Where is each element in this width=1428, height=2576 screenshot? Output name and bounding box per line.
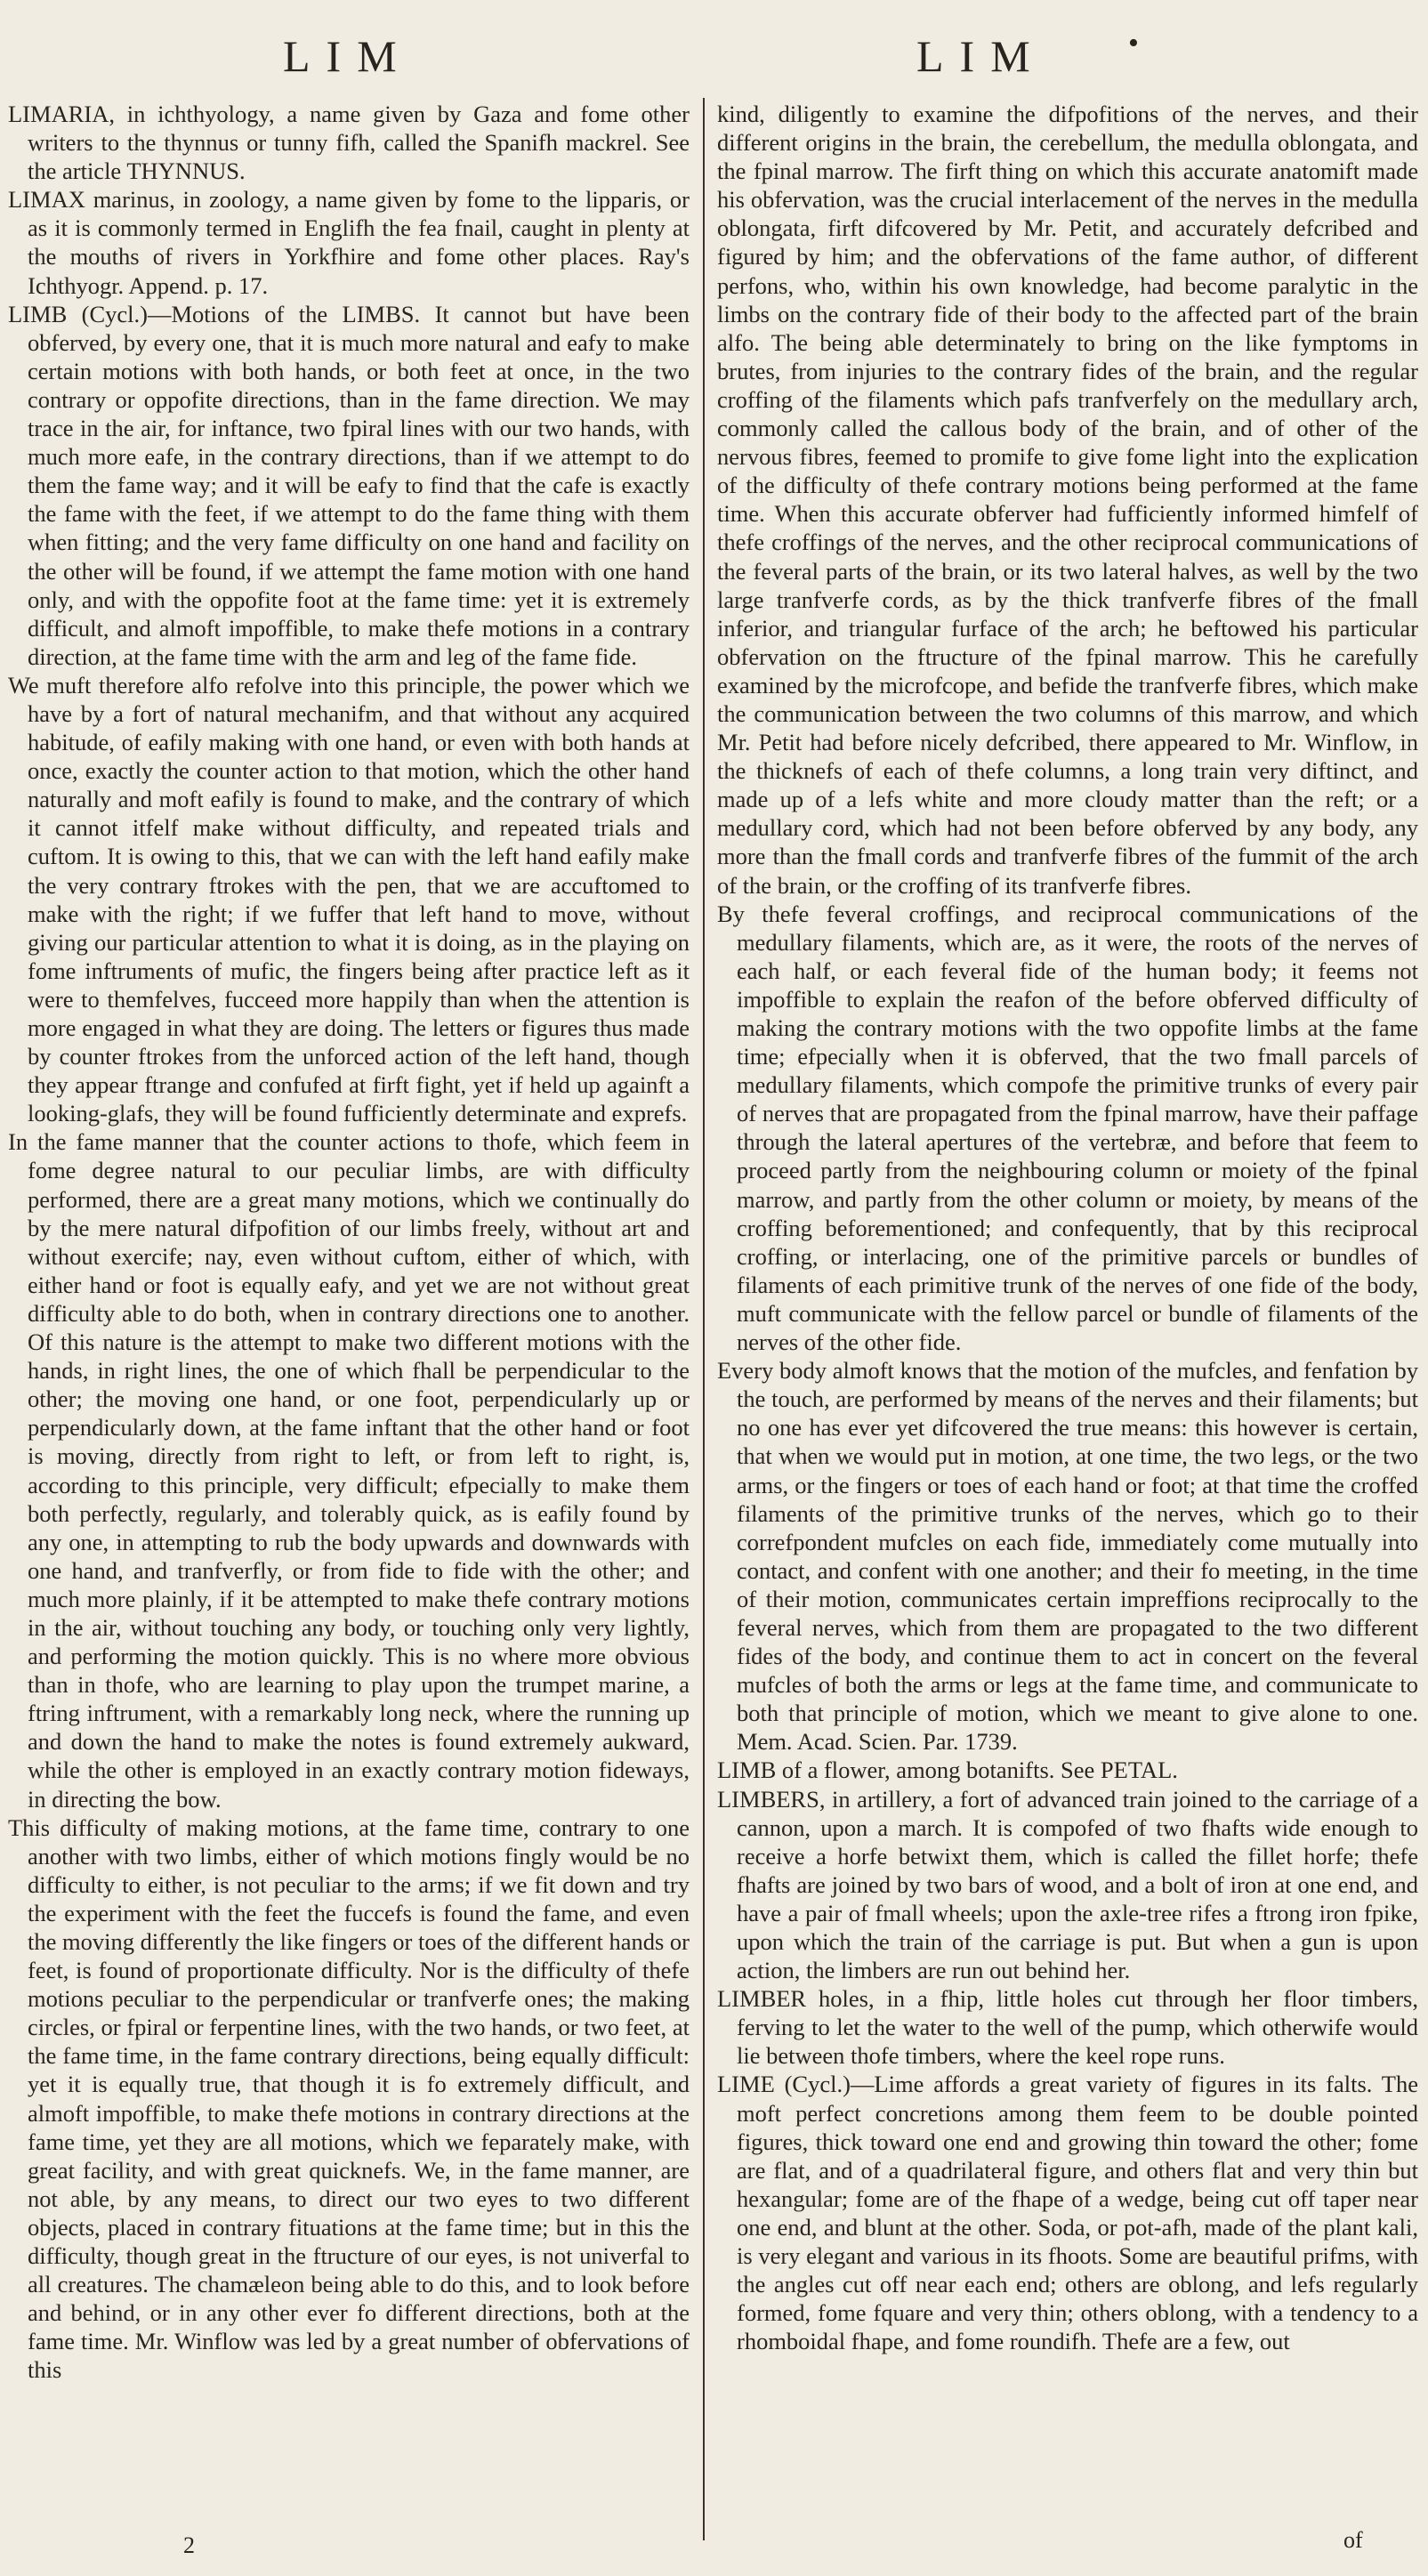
left-column [8, 100, 690, 2385]
right-column [717, 100, 1418, 2355]
paragraph: This difficulty of making motions, at the fame time, contrary to one another with two limbs, either of which motions fingly would be no difficulty to either, is not peculiar to the arms; if we fit down and try the experiment with the feet the fuccefs is found the fame, and even the moving differently the like fingers or toes of the different hands or feet, is found of proportionate difficulty. Nor is the difficulty of thefe motions peculiar to the perpendicular or tranfverfe ones; the making circles, or fpiral or ferpentine lines, with the two hands, or two feet, at the fame time, in the fame contrary directions, being equally difficult: yet it is equally true, that though it is fo extremely difficult, and almoft impoffible, to make thefe motions in contrary directions at the fame time, yet they are all motions, which we feparately make, with great facility, and with great quicknefs. We, in the fame manner, are not able, by any means, to direct our two eyes to two different objects, placed in contrary fituations at the fame time; but in this the difficulty, though great in the ftructure of our eyes, is not univerfal to all creatures. The chamæleon being able to do this, and to look before and behind, or in any other ever fo different directions, both at the fame time. Mr. Winflow was led by a great number of obfervations of this [8, 1813, 690, 2384]
signature-mark: 2 [183, 2532, 195, 2558]
running-head-right: LIM [916, 31, 1046, 81]
entry-limb: LIMB (Cycl.)—Motions of the LIMBS. It cannot but have been obferved, by every one, that it is much more natural and eafy to make certain motions with both hands, or both feet at once, in the two contrary or oppofite directions, than in the fame direction. We may trace in the air, for inftance, two fpiral lines with our two hands, with much more eafe, in the contrary directions, than if we attempt to do them the fame way; and it will be eafy to find that the cafe is exactly the fame with the feet, if we attempt to do the fame thing with them when fitting; and the very fame difficulty on one hand and facility on the other will be found, if we attempt the fame motion with one hand only, and with the oppofite foot at the fame time: yet it is extremely difficult, and almoft impoffible, to make thefe motions in a contrary direction, at the fame time with the arm and leg of the fame fide. [8, 300, 690, 670]
entry-limaria: LIMARIA, in ichthyology, a name given by Gaza and fome other writers to the thynnus or tunny fifh, called the Spanifh mackrel. See the article THYNNUS. [8, 101, 690, 185]
entry-limber-holes: LIMBER holes, in a fhip, little holes cut through her floor timbers, ferving to let the water to the well of the pump, which otherwife would lie between thofe timbers, where the keel rope runs. [717, 1985, 1418, 2070]
paragraph: In the fame manner that the counter actions to thofe, which feem in fome degree natural to our peculiar limbs, are with difficulty performed, there are a great many motions, which we continually do by the mere natural difpofition of our limbs freely, without art and without exercife; nay, even without cuftom, either of which, with either hand or foot is equally eafy, and yet we are not without great difficulty able to do both, when in contrary directions one to another. Of this nature is the attempt to make two different motions with the hands, in right lines, the one of which fhall be perpendicular to the other; the moving one hand, or one foot, perpendicularly up or perpendicularly down, at the fame inftant that the other hand or foot is moving, directly from right to left, or from left to right, is, according to this principle, very difficult; efpecially to make them both perfectly, regularly, and tolerably quick, as is eafily found by any one, in attempting to rub the body upwards and downwards with one hand, and tranfverfly, or from fide to fide with the other; and much more plainly, if it be attempted to make thefe contrary motions in the air, without touching any body, or touching only very lightly, and performing the motion quickly. This is no where more obvious than in thofe, who are learning to play upon the trumpet marine, a ftring inftrument, with a remarkably long neck, where the running up and down the hand to make the notes is found extremely aukward, while the other is employed in an exactly contrary motion fideways, in directing the bow. [8, 1128, 690, 1813]
paragraph: Every body almoft knows that the motion of the mufcles, and fenfation by the touch, are performed by means of the nerves and their filaments; but no one has ever yet difcovered the true means: this however is certain, that when we would put in motion, at one time, the two legs, or the two arms, or the fingers or toes of each hand or foot; at that time the croffed filaments of the primitive trunks of the nerves, which go to their correfpondent mufcles on each fide, immediately come mutually into contact, and confent with one another; and their fo meeting, in the time of their motion, communicates certain impreffions reciprocally to the feveral nerves, which from them are propagated to the two different fides of the body, and continue them to act in concert on the feveral mufcles of both the arms or legs at the fame time, and communicate to both that principle of motion, which we meant to give alone to one. Mem. Acad. Scien. Par. 1739. [717, 1357, 1418, 1756]
entry-lime: LIME (Cycl.)—Lime affords a great variety of figures in its falts. The moft perfect concretions among them feem to be double pointed figures, thick toward one end and growing thin toward the other; fome are flat, and of a quadrilateral figure, and others flat and very thin but hexangular; fome are of the fhape of a wedge, being cut off taper near one end, and blunt at the other. Soda, or pot-afh, made of the plant kali, is very elegant and various in its fhoots. Some are beautiful prifms, with the angles cut off near each end; others are oblong, and lefs regularly formed, fome fquare and very thin; others oblong, with a tendency to a rhomboidal fhape, and fome roundifh. Thefe are a few, out [717, 2071, 1418, 2355]
catchword: of [1343, 2527, 1363, 2553]
entry-limax: LIMAX marinus, in zoology, a name given by fome to the lipparis, or as it is commonly termed in Englifh the fea fnail, caught in plenty at the mouths of rivers in Yorkfhire and fome other places. Ray's Ichthyogr. Append. p. 17. [8, 186, 690, 299]
entry-limb-of-a-flower: LIMB of a flower, among botanifts. See PETAL. [717, 1756, 1178, 1784]
paragraph-continued: kind, diligently to examine the difpofitions of the nerves, and their different origins in the brain, the cerebellum, the medulla oblongata, and the fpinal marrow. The firft thing on which this accurate anatomift made his obfervation, was the crucial interlacement of the nerves in the medulla oblongata, firft difcovered by Mr. Petit, and accurately defcribed and figured by him; and the obfervations of the fame author, of different perfons, who, within his own knowledge, had become paralytic in the limbs on the contrary fide of their body to the affected part of the brain alfo. The being able determinately to bring on the like fymptoms in brutes, from injuries to the contrary fides of the brain, and the regular croffing of the filaments which pafs tranfverfely on the medullary arch, commonly called the callous body of the brain, and of other of the nervous fibres, feemed to promife to give fome light into the explication of the difficulty of thefe contrary motions being performed at the fame time. When this accurate obferver had fufficiently informed himfelf of thefe croffings of the nerves, and the other reciprocal communications of the feveral parts of the brain, or its two lateral halves, as well by the two large tranfverfe cords, as by the thick tranfverfe fibres of the fmall inferior, and triangular furface of the arch; he beftowed his particular obfervation on the ftructure of the fpinal marrow. This he carefully examined by the microfcope, and befide the tranfverfe fibres, which make the communication between the two columns of this marrow, and which Mr. Petit had before nicely defcribed, there appeared to Mr. Winflow, in the thicknefs of each of thefe columns, a long train very diftinct, and made up of a lefs white and more cloudy matter than the reft; or a medullary cord, which had not been before obferved by any body, any more than the fmall cords and tranfverfe fibres of the fummit of the arch of the brain, or the croffing of its tranfverfe fibres. [717, 101, 1418, 899]
header-mark: • [1128, 27, 1139, 60]
column-divider [703, 98, 705, 2540]
paragraph: By thefe feveral croffings, and reciprocal communications of the medullary filaments, which are, as it were, the roots of the nerves of each half, or each feveral fide of the human body; it feems not impoffible to explain the reafon of the before obferved difficulty of making the contrary motions with the two oppofite limbs at the fame time; efpecially when it is obferved, that the two fmall parcels of medullary filaments, which compofe the primitive trunks of every pair of nerves that are propagated from the fpinal marrow, have their paffage through the lateral apertures of the vertebræ, and before that feem to proceed partly from the neighbouring column or moiety of the fpinal marrow, and partly from the other column or moiety, by means of the croffing beforementioned; and confequently, that by this reciprocal croffing, or interlacing, one of the primitive parcels or bundles of filaments of each primitive trunk of the nerves of one fide of the body, muft communicate with the fellow parcel or bundle of filaments of the nerves of the other fide. [717, 900, 1418, 1356]
entry-limbers: LIMBERS, in artillery, a fort of advanced train joined to the carriage of a cannon, upon a march. It is compofed of two fhafts wide enough to receive a horfe betwixt them, which is called the fillet horfe; thefe fhafts are joined by two bars of wood, and a bolt of iron at one end, and have a pair of fmall wheels; upon the axle-tree rifes a ftrong iron fpike, upon which the train of the carriage is put. But when a gun is upon action, the limbers are run out behind her. [717, 1785, 1418, 1984]
paragraph: We muft therefore alfo refolve into this principle, the power which we have by a fort of natural mechanifm, and that without any acquired habitude, of eafily making with one hand, or even with both hands at once, exactly the counter action to that motion, which the other hand naturally and moft eafily is found to make, and the contrary of which it cannot itfelf make without difficulty, and repeated trials and cuftom. It is owing to this, that we can with the left hand eafily make the very contrary ftrokes with the pen, that we are accuftomed to make with the right; if we fuffer that left hand to move, without giving our particular attention to what it is doing, as in the playing on fome inftruments of mufic, the fingers being after practice left as it were to themfelves, fucceed more happily than when the attention is more engaged in what they are doing. The letters or figures thus made by counter ftrokes from the unforced action of the left hand, though they appear ftrange and confufed at firft fight, yet if held up againft a looking-glafs, they will be found fufficiently determinate and exprefs. [8, 671, 690, 1127]
running-head-left: LIM [283, 31, 413, 81]
